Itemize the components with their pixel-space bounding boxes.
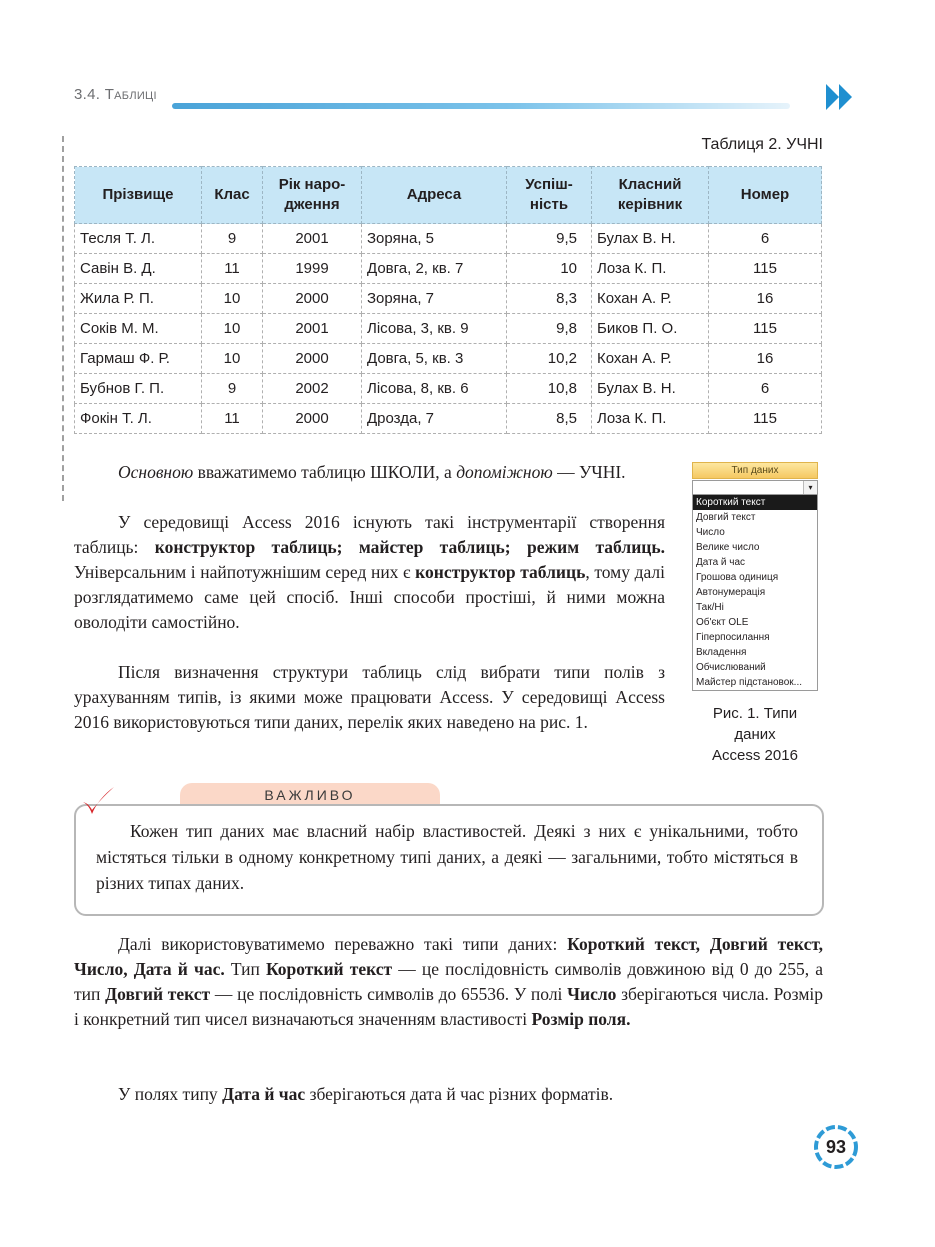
table-cell: Лісова, 8, кв. 6 (362, 374, 507, 404)
table-cell: 9,8 (507, 314, 592, 344)
figure-caption: Рис. 1. Типи даних Access 2016 (712, 705, 798, 764)
table-cell: Лісова, 3, кв. 9 (362, 314, 507, 344)
data-type-option: Довгий текст (696, 512, 756, 523)
table-cell: Фокін Т. Л. (75, 404, 202, 434)
table-cell: 6 (709, 224, 822, 254)
students-table (74, 166, 822, 434)
column-header: Класний керівник (592, 167, 709, 224)
column-header: Успіш- ність (507, 167, 592, 224)
data-type-option: Так/Ні (696, 602, 724, 613)
table-cell: 115 (709, 254, 822, 284)
table-cell: 16 (709, 344, 822, 374)
table-caption: Таблиця 2. УЧНІ (701, 136, 823, 153)
table-cell: Кохан А. Р. (592, 284, 709, 314)
table-cell: Булах В. Н. (592, 224, 709, 254)
table-cell: 2001 (263, 224, 362, 254)
table-cell: Жила Р. П. (75, 284, 202, 314)
table-cell: 10,8 (507, 374, 592, 404)
table-cell: Довга, 5, кв. 3 (362, 344, 507, 374)
table-cell: 10 (202, 344, 263, 374)
table-cell: Биков П. О. (592, 314, 709, 344)
table-cell: 10 (507, 254, 592, 284)
column-header: Рік наро- дження (263, 167, 362, 224)
table-row (75, 404, 822, 434)
table-row (75, 344, 822, 374)
double-arrow-icon (826, 84, 854, 110)
data-type-list (692, 495, 818, 691)
table-row (75, 284, 822, 314)
header-rule (172, 103, 790, 109)
table-cell: 10,2 (507, 344, 592, 374)
table-row (75, 314, 822, 344)
table-cell: Соків М. М. (75, 314, 202, 344)
table-row (75, 224, 822, 254)
table-cell: 2000 (263, 284, 362, 314)
data-type-option: Обчислюваний (696, 662, 766, 673)
important-text: Кожен тип даних має власний набір властивостей. Деякі з них є унікальними, тобто містяться тільки в одному конкретному типі даних, а деякі — загальними, тобто містяться в різних типах даних. (96, 821, 798, 893)
table-cell: 10 (202, 314, 263, 344)
data-type-option: Об'єкт OLE (696, 617, 749, 628)
table-cell: 16 (709, 284, 822, 314)
data-type-option: Число (696, 527, 725, 538)
table-row (75, 254, 822, 284)
section-title: Таблиці (104, 86, 157, 103)
table-cell: 9,5 (507, 224, 592, 254)
table-cell: Дрозда, 7 (362, 404, 507, 434)
section-number: 3.4. (74, 86, 101, 103)
table-cell: 10 (202, 284, 263, 314)
paragraph-field-types: Після визначення структури таблиць слід вибрати типи полів з урахуванням типів, із якими може працювати Access. У середовищі Access 2016 використовуються типи даних, перелік яких наведено на рис. 1. (74, 662, 665, 732)
data-type-option: Короткий текст (693, 495, 817, 510)
data-type-option: Майстер підстановок... (696, 677, 803, 688)
paragraph-date-time: У полях типу Дата й час зберігаються дата й час різних форматів. (118, 1084, 614, 1104)
data-type-option: Велике число (696, 542, 760, 553)
table-cell: Бубнов Г. П. (75, 374, 202, 404)
checkmark-icon (80, 784, 116, 820)
table-cell: Довга, 2, кв. 7 (362, 254, 507, 284)
table-row (75, 374, 822, 404)
data-type-combo (692, 480, 818, 495)
table-header-row (75, 167, 822, 224)
section-header (74, 86, 157, 103)
column-header: Номер (709, 167, 822, 224)
table-cell: Гармаш Ф. Р. (75, 344, 202, 374)
table-cell: Лоза К. П. (592, 254, 709, 284)
table-cell: Кохан А. Р. (592, 344, 709, 374)
table-cell: 8,5 (507, 404, 592, 434)
data-type-header: Тип даних (692, 462, 818, 479)
table-cell: 115 (709, 404, 822, 434)
column-header: Клас (202, 167, 263, 224)
table-cell: 2001 (263, 314, 362, 344)
table-cell: Тесля Т. Л. (75, 224, 202, 254)
table-cell: 6 (709, 374, 822, 404)
page-number: 93 (825, 1137, 847, 1157)
table-cell: Булах В. Н. (592, 374, 709, 404)
table-cell: 2002 (263, 374, 362, 404)
column-header: Прізвище (75, 167, 202, 224)
table-cell: 1999 (263, 254, 362, 284)
table-cell: 9 (202, 374, 263, 404)
data-type-option: Гіперпосилання (696, 632, 770, 643)
data-type-option: Автонумерація (696, 587, 766, 598)
data-type-option: Дата й час (696, 557, 746, 568)
table-cell: 2000 (263, 344, 362, 374)
side-dashed-rule (62, 136, 64, 501)
table-cell: 115 (709, 314, 822, 344)
table-cell: 11 (202, 254, 263, 284)
paragraph-tools: У середовищі Access 2016 існують такі інструментарії створення таблиць: конструктор таблиць; майстер таблиць; режим таблиць. Універсальним і найпотужнішим серед них є конструктор таблиць, тому далі розглядатимемо саме цей спосіб. Інші способи простіші, й ними можна оволодіти самостійно. (74, 512, 666, 632)
table-cell: 11 (202, 404, 263, 434)
data-type-option: Вкладення (696, 647, 747, 658)
data-type-dropdown-figure (692, 462, 818, 686)
chevron-down-icon: ▾ (803, 481, 817, 494)
table-cell: Савін В. Д. (75, 254, 202, 284)
paragraph-main-table: Основною вважатимемо таблицю ШКОЛИ, а допоміжною — УЧНІ. (118, 462, 626, 482)
table-cell: 2000 (263, 404, 362, 434)
table-cell: 8,3 (507, 284, 592, 314)
important-label: ВАЖЛИВО (180, 783, 440, 807)
table-cell: Зоряна, 5 (362, 224, 507, 254)
table-cell: 9 (202, 224, 263, 254)
column-header: Адреса (362, 167, 507, 224)
data-type-option: Грошова одиниця (696, 572, 779, 583)
paragraph-data-types: Далі використовуватимемо переважно такі типи даних: Короткий текст, Довгий текст, Число, Дата й час. Тип Короткий текст — це послідовність символів довжиною від 0 до 255, а тип Довгий текст — це послідовність символів до 65536. У полі Число зберігаються числа. Розмір і конкретний тип чисел визначаються значенням властивості Розмір поля. (74, 934, 824, 1029)
table-cell: Лоза К. П. (592, 404, 709, 434)
table-cell: Зоряна, 7 (362, 284, 507, 314)
